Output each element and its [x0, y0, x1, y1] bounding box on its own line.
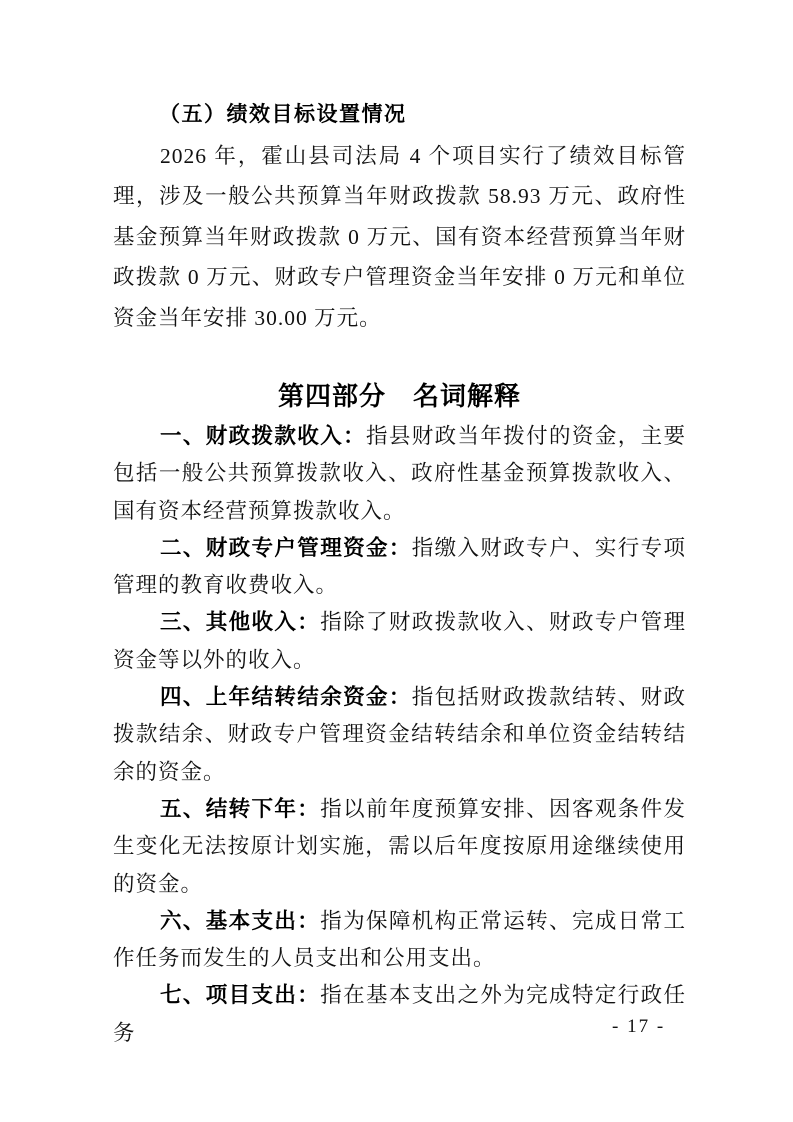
term-label-4: 四、上年结转结余资金：: [160, 685, 412, 710]
page-number: - 17 -: [612, 1016, 666, 1037]
term-definition-1: 指县财政当年拨付的资金，主要包括一般公共预算拨款收入、政府性基金预算拨款收入、国有资本经营预算拨款收入。: [113, 424, 686, 523]
page-content: [113, 95, 686, 1052]
term-paragraph-7: [113, 977, 686, 1052]
term-label-6: 六、基本支出：: [160, 908, 321, 933]
term-paragraph-2: [113, 530, 686, 605]
term-paragraph-3: [113, 604, 686, 679]
term-label-1: 一、财政拨款收入：: [160, 424, 366, 448]
term-paragraph-4: [113, 679, 686, 791]
section-five-paragraph: 2026 年，霍山县司法局 4 个项目实行了绩效目标管理，涉及一般公共预算当年财政拨款 58.93 万元、政府性基金预算当年财政拨款 0 万元、国有资本经营预算当年财政拨款 0 万元、财政专户管理资金当年安排 0 万元和单位资金当年安排 30.00 万元。: [113, 143, 686, 330]
term-label-5: 五、结转下年：: [160, 796, 321, 821]
term-paragraph-1: [113, 418, 686, 530]
term-paragraph-5: [113, 791, 686, 903]
term-label-2: 二、财政专户管理资金：: [160, 535, 412, 560]
term-definition-4: 指包括财政拨款结转、财政拨款结余、财政专户管理资金结转结余和单位资金结转结余的资金。: [113, 685, 686, 784]
term-paragraph-6: [113, 903, 686, 978]
part-four-title: 第四部分 名词解释: [277, 381, 521, 411]
term-definition-3: 指除了财政拨款收入、财政专户管理资金等以外的收入。: [113, 610, 686, 672]
term-definition-7: 指在基本支出之外为完成特定行政任务: [113, 983, 686, 1045]
section-five-heading: （五）绩效目标设置情况: [159, 103, 407, 126]
term-definition-6: 指为保障机构正常运转、完成日常工作任务而发生的人员支出和公用支出。: [113, 908, 686, 971]
term-definition-5: 指以前年度预算安排、因客观条件发生变化无法按原计划实施，需以后年度按原用途继续使用的资金。: [113, 796, 686, 896]
term-label-7: 七、项目支出：: [160, 983, 321, 1008]
term-definition-2: 指缴入财政专户、实行专项管理的教育收费收入。: [113, 535, 686, 598]
term-label-3: 三、其他收入：: [160, 610, 321, 635]
